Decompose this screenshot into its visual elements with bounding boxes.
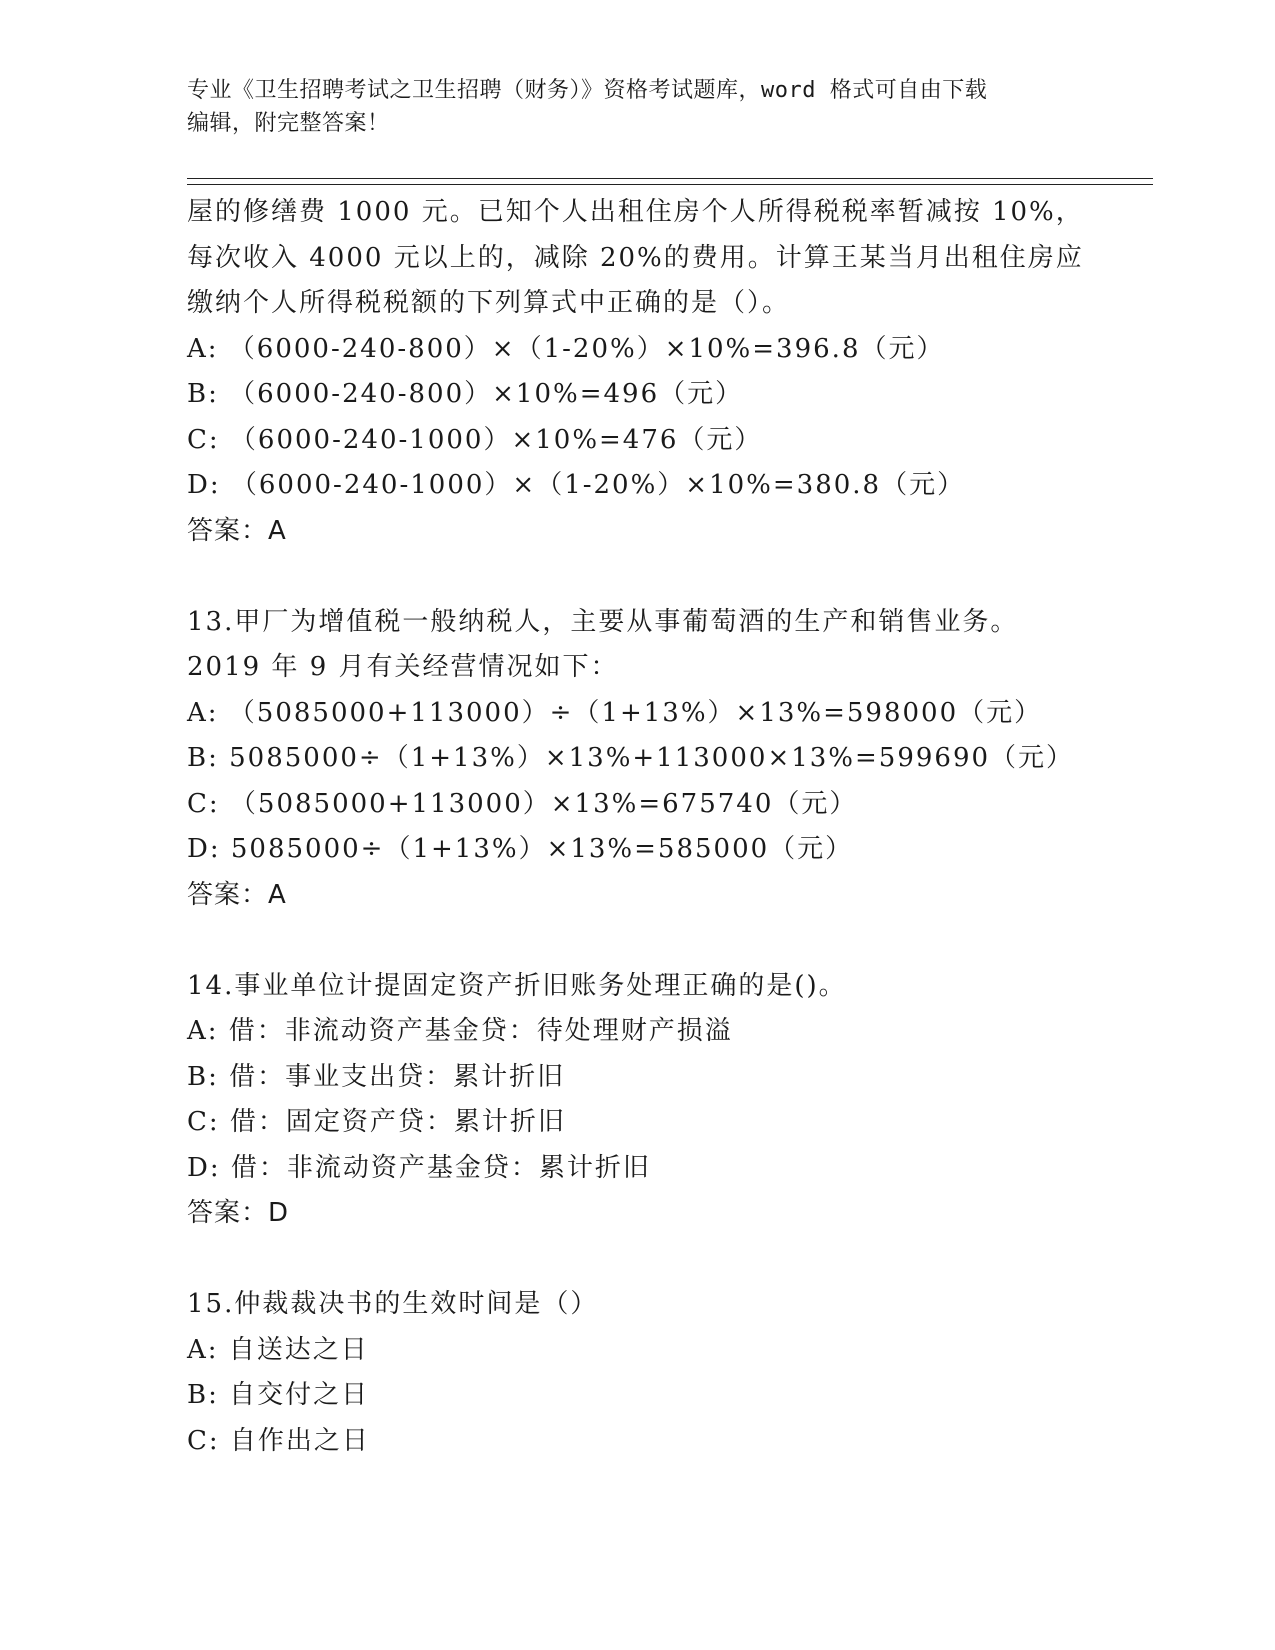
question-stem-line: 13.甲厂为增值税一般纳税人，主要从事葡萄酒的生产和销售业务。 xyxy=(187,606,1019,637)
option-c: C: 借：固定资产贷：累计折旧 xyxy=(187,1107,566,1137)
option-a: A: 自送达之日 xyxy=(187,1334,369,1365)
page-header xyxy=(187,74,1087,140)
option-d: D: （6000-240-1000）×（1-20%）×10%=380.8（元） xyxy=(187,470,966,500)
question-stem-line: 2019 年 9 月有关经营情况如下： xyxy=(187,652,619,682)
option-c: C: 自作出之日 xyxy=(187,1425,370,1456)
header-rule-bottom xyxy=(187,184,1153,185)
answer-line: 答案：D xyxy=(187,1198,290,1228)
question-12 xyxy=(187,190,1147,554)
spacer xyxy=(187,1237,1147,1283)
option-d: D: 5085000÷（1+13%）×13%=585000（元） xyxy=(187,834,854,864)
option-b: B: 借：事业支出贷：累计折旧 xyxy=(187,1061,566,1092)
option-b: B: 5085000÷（1+13%）×13%+113000×13%=599690（元） xyxy=(187,743,1075,773)
option-d: D: 借：非流动资产基金贷：累计折旧 xyxy=(187,1152,651,1183)
answer-line: 答案：A xyxy=(187,879,287,910)
option-a: A: （6000-240-800）×（1-20%）×10%=396.8（元） xyxy=(187,333,945,364)
header-rule-top xyxy=(187,178,1153,179)
option-b: B: 自交付之日 xyxy=(187,1380,370,1410)
option-c: C: （6000-240-1000）×10%=476（元） xyxy=(187,424,763,455)
question-content xyxy=(187,190,1147,1464)
question-13 xyxy=(187,600,1147,919)
spacer xyxy=(187,918,1147,964)
answer-line: 答案：A xyxy=(187,515,287,546)
option-b: B: （6000-240-800）×10%=496（元） xyxy=(187,379,744,409)
question-stem-line: 每次收入 4000 元以上的，减除 20%的费用。计算王某当月出租住房应 xyxy=(187,242,1084,273)
question-15 xyxy=(187,1282,1147,1464)
question-stem-line: 缴纳个人所得税税额的下列算式中正确的是（）。 xyxy=(187,288,791,318)
spacer xyxy=(187,554,1147,600)
option-c: C: （5085000+113000）×13%=675740（元） xyxy=(187,788,858,819)
header-line-1: 专业《卫生招聘考试之卫生招聘（财务）》资格考试题库，word 格式可自由下载 xyxy=(187,78,988,103)
header-line-2: 编辑，附完整答案！ xyxy=(187,111,390,136)
option-a: A: （5085000+113000）÷（1+13%）×13%=598000（元） xyxy=(187,697,1043,728)
question-stem-line: 14.事业单位计提固定资产折旧账务处理正确的是()。 xyxy=(187,970,847,1001)
question-stem-line: 屋的修缮费 1000 元。已知个人出租住房个人所得税税率暂减按 10%， xyxy=(187,197,1084,227)
option-a: A: 借：非流动资产基金贷：待处理财产损溢 xyxy=(187,1016,733,1046)
question-14 xyxy=(187,964,1147,1237)
question-stem-line: 15.仲裁裁决书的生效时间是（） xyxy=(187,1289,599,1319)
